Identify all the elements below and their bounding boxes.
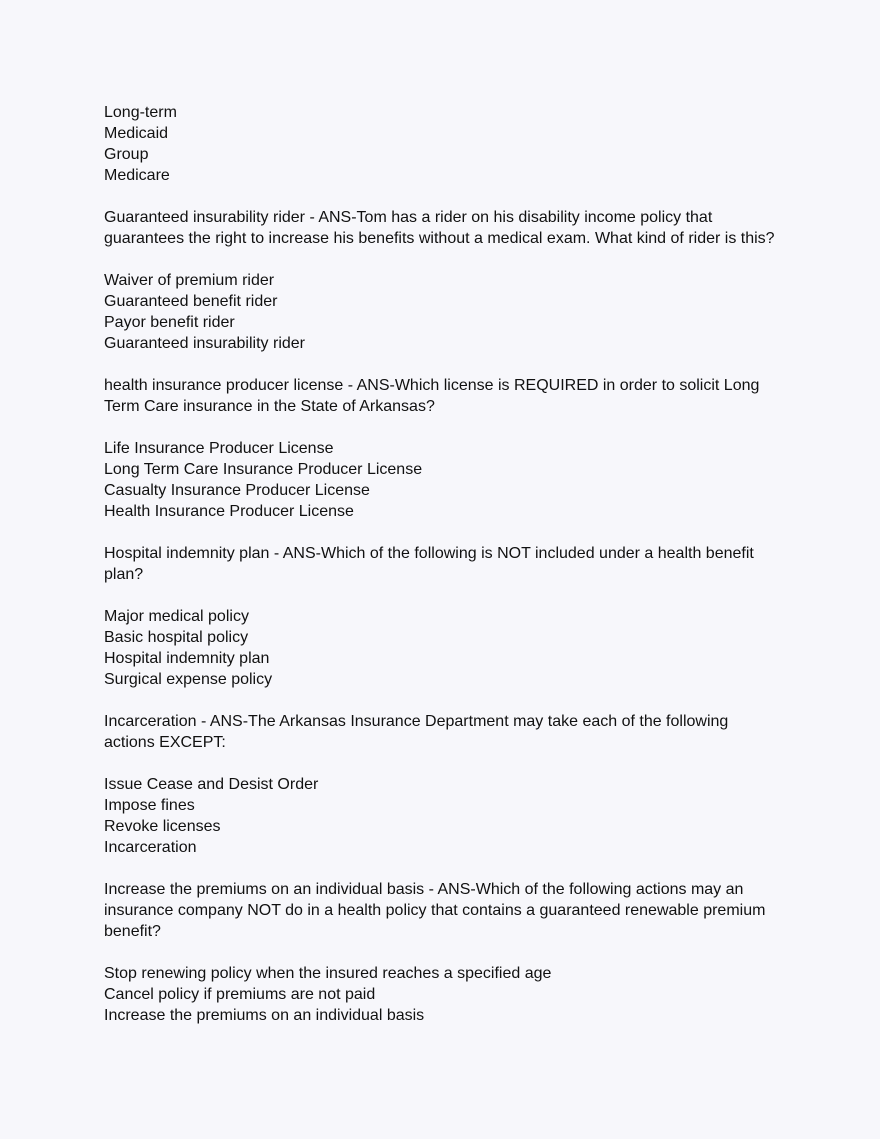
answer-option: Issue Cease and Desist Order bbox=[104, 776, 319, 793]
blank-line bbox=[104, 522, 780, 543]
answer-option: Waiver of premium rider bbox=[104, 272, 275, 289]
blank-line bbox=[104, 585, 780, 606]
answer-option: Stop renewing policy when the insured reaches a specified age bbox=[104, 965, 552, 982]
answer-option: Impose fines bbox=[104, 797, 195, 814]
answer-option: Medicare bbox=[104, 167, 170, 184]
blank-line bbox=[104, 417, 780, 438]
question-answer: Guaranteed insurability rider - ANS-Tom has a rider on his disability income policy that guarantees the right to increase his benefits without a medical exam. What kind of rider is this? bbox=[104, 209, 775, 247]
answer-option: Guaranteed benefit rider bbox=[104, 293, 278, 310]
question-answer: Increase the premiums on an individual basis - ANS-Which of the following actions may an insurance company NOT do in a health policy that contains a guaranteed renewable premium benefit? bbox=[104, 881, 766, 940]
blank-line bbox=[104, 186, 780, 207]
blank-line bbox=[104, 690, 780, 711]
answer-option: Casualty Insurance Producer License bbox=[104, 482, 370, 499]
answer-option: Guaranteed insurability rider bbox=[104, 335, 305, 352]
answer-option: Payor benefit rider bbox=[104, 314, 235, 331]
answer-option: Increase the premiums on an individual basis bbox=[104, 1007, 425, 1024]
blank-line bbox=[104, 753, 780, 774]
answer-option: Group bbox=[104, 146, 149, 163]
answer-option: Cancel policy if premiums are not paid bbox=[104, 986, 376, 1003]
blank-line bbox=[104, 858, 780, 879]
answer-option: Basic hospital policy bbox=[104, 629, 249, 646]
question-answer: health insurance producer license - ANS-Which license is REQUIRED in order to solicit Long Term Care insurance in the State of Arkansas? bbox=[104, 377, 760, 415]
answer-option: Surgical expense policy bbox=[104, 671, 273, 688]
blank-line bbox=[104, 249, 780, 270]
blank-line bbox=[104, 942, 780, 963]
answer-option: Long Term Care Insurance Producer License bbox=[104, 461, 423, 478]
answer-option: Health Insurance Producer License bbox=[104, 503, 354, 520]
answer-option: Long-term bbox=[104, 104, 177, 121]
answer-option: Life Insurance Producer License bbox=[104, 440, 334, 457]
answer-option: Incarceration bbox=[104, 839, 197, 856]
answer-option: Major medical policy bbox=[104, 608, 249, 625]
blank-line bbox=[104, 354, 780, 375]
answer-option: Revoke licenses bbox=[104, 818, 221, 835]
question-answer: Incarceration - ANS-The Arkansas Insurance Department may take each of the following actions EXCEPT: bbox=[104, 713, 729, 751]
question-answer: Hospital indemnity plan - ANS-Which of the following is NOT included under a health benefit plan? bbox=[104, 545, 754, 583]
answer-option: Hospital indemnity plan bbox=[104, 650, 270, 667]
answer-option: Medicaid bbox=[104, 125, 169, 142]
